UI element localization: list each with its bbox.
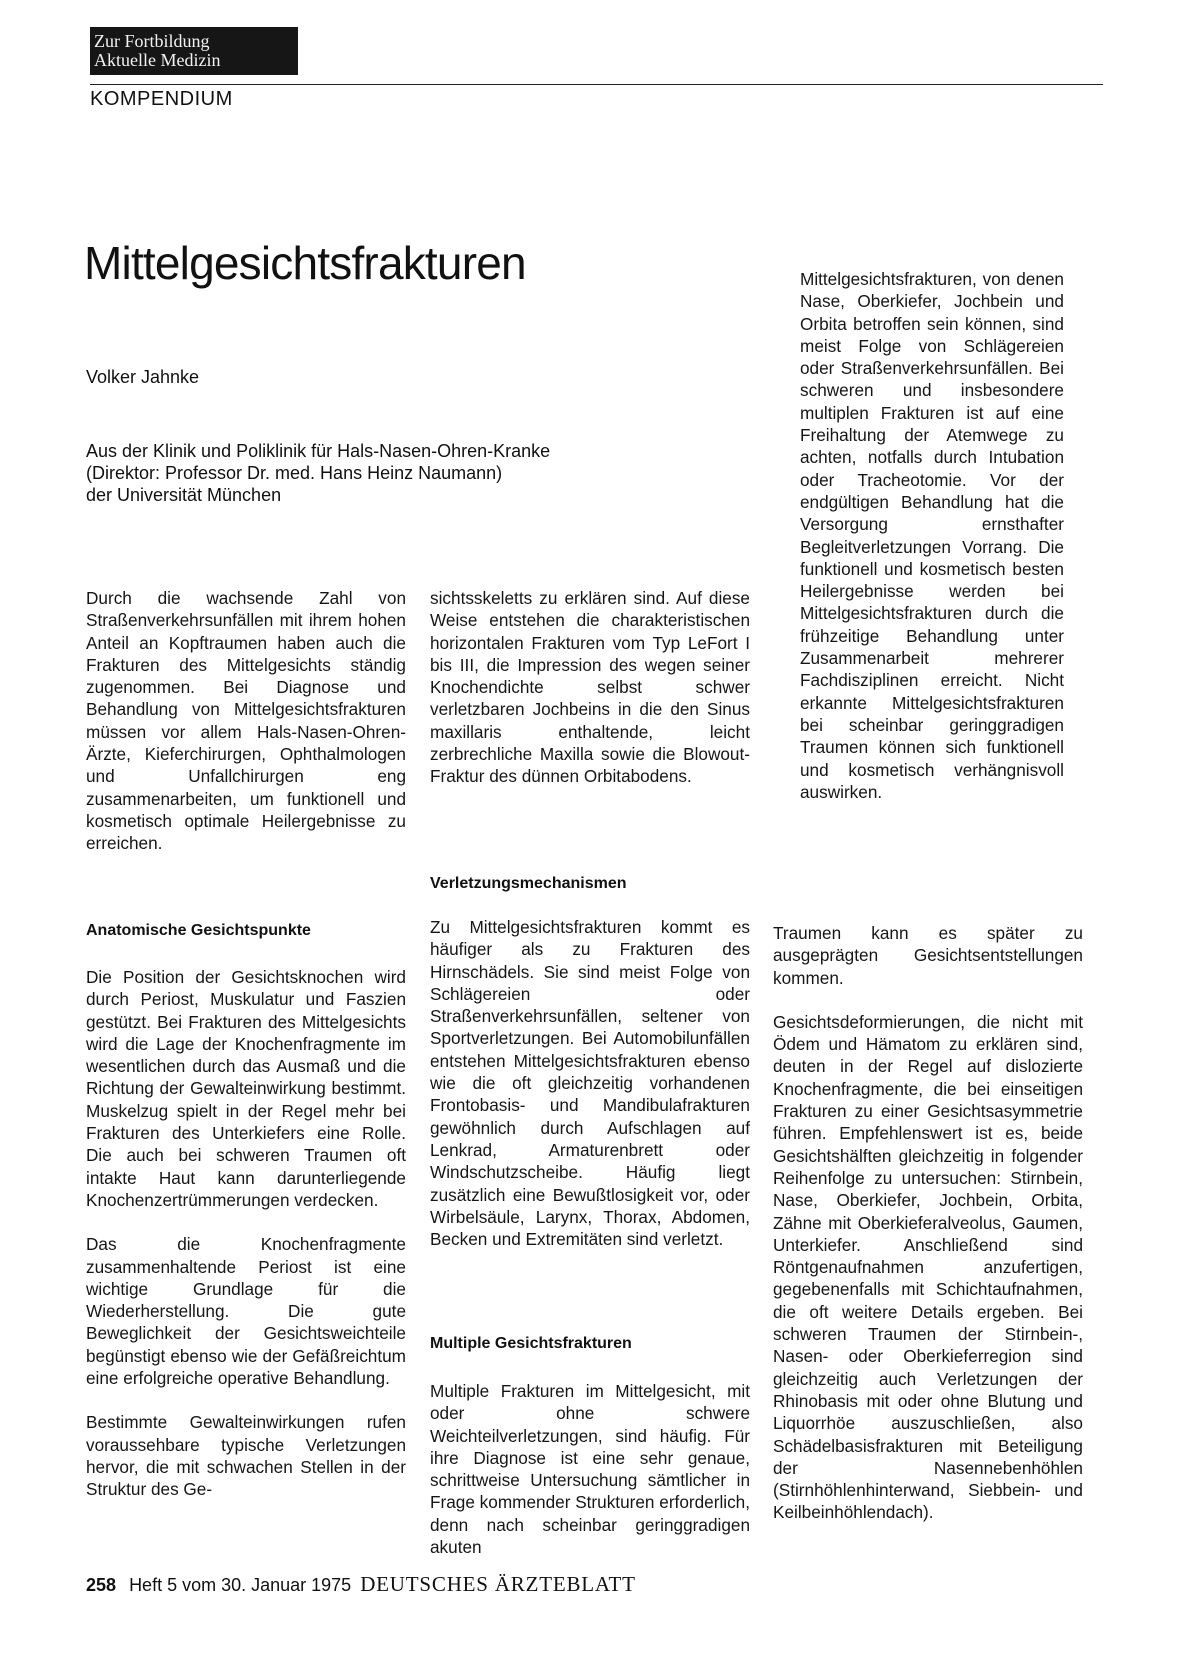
mechanism-heading-wrap [430,873,627,895]
section-label: KOMPENDIUM [90,88,233,110]
body-paragraph: sichtsskeletts zu erklären sind. Auf diese Weise entstehen die charakteristischen horizontalen Frakturen vom Typ LeFort I bis III, die Impression des wegen seiner Knochendichte selbst schwer verletzbaren Jochbeins in die den Sinus maxillaris enthaltende, leicht zerbrechliche Maxilla sowie die Blowout-Fraktur des dünnen Orbitabodens. [430,588,750,787]
intro-column [86,587,406,855]
series-line-1: Zur Fortbildung [94,31,210,51]
mechanism-column [430,916,750,1250]
series-line-2: Aktuelle Medizin [94,50,221,70]
body-paragraph: Bestimmte Gewalteinwirkungen rufen voraussehbare typische Verletzungen hervor, die mit schwachen Stellen in der Struktur des Ge- [86,1412,406,1500]
intro-paragraph: Durch die wachsende Zahl von Straßenverkehrsunfällen mit ihrem hohen Anteil an Kopftraumen haben auch die Frakturen des Mittelgesichts ständig zugenommen. Bei Diagnose und Behandlung von Mittelgesichtsfrakturen müssen vor allem Hals-Nasen-Ohren-Ärzte, Kieferchirurgen, Ophthalmologen und Unfallchirurgen eng zusammenarbeiten, um funktionell und kosmetisch optimale Heilergebnisse zu erreichen. [86,588,406,854]
article-author: Volker Jahnke [86,367,200,387]
summary-paragraph: Mittelgesichtsfrakturen, von denen Nase, Oberkiefer, Jochbein und Orbita betroffen sein können, sind meist Folge von Schlägereien oder Straßenverkehrsunfällen. Bei schweren und insbesondere multiplen Frakturen ist auf eine Freihaltung der Atemwege zu achten, notfalls durch Intubation oder Tracheotomie. Vor der endgültigen Behandlung hat die Versorgung ernsthafter Begleitverletzungen Vorrang. Die funktionell und kosmetisch besten Heilergebnisse werden bei Mittelgesichtsfrakturen durch die frühzeitige Behandlung unter Zusammenarbeit mehrerer Fachdisziplinen erreicht. Nicht erkannte Mittelgesichtsfrakturen bei scheinbar geringgradigen Traumen können sich funktionell und kosmetisch verhängnisvoll auswirken. [800,269,1064,802]
anatomy-column [86,966,406,1523]
anatomy-heading-wrap [86,920,311,942]
page-footer [86,1572,636,1597]
page-number: 258 [86,1575,117,1595]
affiliation-line: (Direktor: Professor Dr. med. Hans Heinz Naumann) [86,463,503,483]
journal-name: DEUTSCHES ÄRZTEBLATT [360,1572,636,1596]
body-paragraph: Traumen kann es später zu ausgeprägten Gesichtsentstellungen kommen. [773,923,1083,988]
author-affiliation [86,440,686,506]
affiliation-line: der Universität München [86,485,282,505]
header-rule [90,84,1103,85]
body-paragraph: Das die Knochenfragmente zusammenhaltende Periost ist eine wichtige Grundlage für die Wiederherstellung. Die gute Beweglichkeit der Gesichtsweichteile begünstigt ebenso wie der Gefäßreichtum eine erfolgreiche operative Behandlung. [86,1234,406,1389]
body-paragraph: Multiple Frakturen im Mittelgesicht, mit oder ohne schwere Weichteilverletzungen, sind häufig. Für ihre Diagnose ist eine sehr genaue, schrittweise Untersuchung sämtlicher in Frage kommender Strukturen erforderlich, denn nach scheinbar geringgradigen akuten [430,1381,751,1558]
section-heading-anatomy: Anatomische Gesichtspunkte [86,922,311,939]
affiliation-line: Aus der Klinik und Poliklinik für Hals-Nasen-Ohren-Kranke [86,441,551,461]
multiple-continued-column [773,922,1083,1546]
summary-abstract [800,268,1064,803]
section-heading-multiple: Multiple Gesichtsfrakturen [430,1335,632,1352]
section-heading-mechanism: Verletzungsmechanismen [430,875,627,892]
multiple-column [430,1380,750,1558]
multiple-heading-wrap [430,1333,632,1355]
body-paragraph: Gesichtsdeformierungen, die nicht mit Ödem und Hämatom zu erklären sind, deuten in der Regel auf dislozierte Knochenfragmente, die bei einseitigen Frakturen zu einer Gesichtsasymmetrie führen. Empfehlenswert ist es, beide Gesichtshälften gleichzeitig in folgender Reihenfolge zu untersuchen: Stirnbein, Nase, Oberkiefer, Jochbein, Orbita, Zähne mit Oberkieferalveolus, Gaumen, Unterkiefer. Anschließend sind Röntgenaufnahmen anzufertigen, gegebenenfalls mit Schichtaufnahmen, die oft weitere Details ergeben. Bei schweren Traumen der Stirnbein-, Nasen- oder Oberkieferregion sind gleichzeitig auch Verletzungen der Rhinobasis mit oder ohne Blutung und Liquorrhöe auszuschließen, also Schädelbasisfrakturen mit Beteiligung der Nasennebenhöhlen (Stirnhöhlenhinterwand, Siebbein- und Keilbeinhöhlendach). [773,1011,1083,1523]
anatomy-continued-column [430,587,750,788]
body-paragraph: Die Position der Gesichtsknochen wird durch Periost, Muskulatur und Faszien gestützt. Bei Frakturen des Mittelgesichts wird die Lage der Knochenfragmente im wesentlichen durch das Ausmaß und die Richtung der Gewalteinwirkung bestimmt. Muskelzug spielt in der Regel mehr bei Frakturen des Unterkiefers eine Rolle. Die auch bei schweren Traumen oft intakte Haut kann darunterliegende Knochenzertrümmerungen verdecken. [86,967,406,1210]
article-title: Mittelgesichtsfrakturen [84,237,526,289]
series-label [90,27,298,75]
issue-info: Heft 5 vom 30. Januar 1975 [129,1575,352,1595]
body-paragraph: Zu Mittelgesichtsfrakturen kommt es häufiger als zu Frakturen des Hirnschädels. Sie sind meist Folge von Schlägereien oder Straßenverkehrsunfällen, seltener von Sportverletzungen. Bei Automobilunfällen entstehen Mittelgesichtsfrakturen ebenso wie die oft gleichzeitig vorhandenen Frontobasis- und Mandibulafrakturen gewöhnlich durch Aufschlagen auf Lenkrad, Armaturenbrett oder Windschutzscheibe. Häufig liegt zusätzlich eine Bewußtlosigkeit vor, oder Wirbelsäule, Larynx, Thorax, Abdomen, Becken und Extremitäten sind verletzt. [430,917,750,1250]
